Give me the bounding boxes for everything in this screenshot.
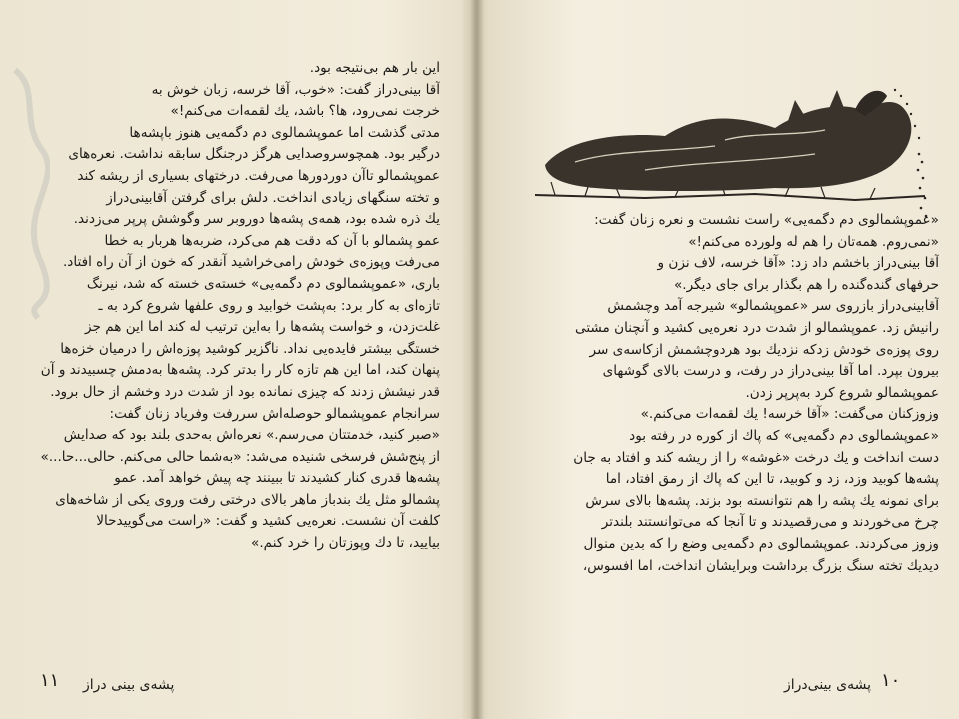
right-page — [481, 0, 959, 719]
text-line: مدتی گذشت اما عموپشمالوی دم دگمه‌یی هنوز باپشه‌ها — [129, 124, 440, 141]
text-line: رانیش زد. عموپشمالو از شدت درد نعره‌یی کشید و آنچنان مشتی — [575, 319, 939, 336]
page-number: ۱۱ — [40, 670, 60, 691]
text-line: «عموپشمالوی دم دگمه‌یی» راست نشست و نعره زنان گفت: — [594, 212, 939, 228]
text-line: عموپشمالو شروع کرد به‌پرپر زدن. — [745, 384, 939, 401]
text-line: دست انداخت و یك درخت «غوشه» را از ریشه کند و افتاد به جان — [573, 449, 939, 466]
text-line: پشه‌ها کوبید وزد، زد و کوبید، تا این که پاك از رمق افتاد، اما — [605, 471, 939, 488]
text-line: وزوزکنان می‌گفت: «آقا خرسه! یك لقمه‌ات می‌کنم.» — [640, 406, 939, 423]
text-line: وزوز می‌کردند. عموپشمالوی دم دگمه‌یی وضع را که بدین منوال — [583, 535, 939, 552]
text-line: حرفهای گنده‌گنده را هم بگذار برای جای دیگر.» — [673, 276, 939, 293]
text-line: باری، «عموپشمالوی دم دگمه‌یی» خسته‌ی خسته که شد، نیرنگ — [86, 275, 440, 292]
page-number: ۱۰ — [881, 670, 901, 691]
running-footer-title: پشه‌ی بینی دراز — [83, 677, 175, 693]
sleeping-bear-illustration — [525, 70, 935, 210]
text-line: بیرون بپرد. اما آقا بینی‌دراز در رفت، و درست بالای گوشهای — [602, 363, 939, 380]
text-line: غلت‌زدن، و خواست پشه‌ها را به‌این ترتیب له کند اما این هم جز — [84, 319, 440, 336]
text-line: سرانجام عموپشمالو حوصله‌اش سررفت وفریاد زنان گفت: — [109, 405, 440, 422]
running-footer-title: پشه‌ی بینی‌دراز — [784, 677, 871, 693]
text-line: روی پوزه‌ی خودش زدکه نزدیك بود هردوچشمش ازکاسه‌ی سر — [589, 341, 939, 358]
text-line: از پنج‌شش فرسخی شنیده می‌شد: «به‌شما حالی می‌کنم. حالی...حا...» — [40, 448, 440, 465]
text-line: آقا بینی‌دراز باخشم داد زد: «آقا خرسه، لاف نزن و — [657, 255, 939, 272]
text-line: پشمالو مثل یك بندباز ماهر بالای درختی رفت وروی یکی از شاخه‌های — [55, 491, 440, 508]
text-line: آقابینی‌دراز بازروی سر «عموپشمالو» شیرجه آمد وچشمش — [607, 298, 939, 315]
text-line: یك ذره شده بود، همه‌ی پشه‌ها دوروبر سر وگوشش پرپر می‌زدند. — [73, 211, 440, 228]
text-line: تازه‌ای به کار برد: به‌پشت خوابید و روی علفها شروع کرد به ـ — [98, 297, 440, 314]
right-body-text — [529, 210, 939, 577]
text-line: دیدیك تخته سنگ بزرگ برداشت وبرایشان انداخت، اما افسوس، — [582, 557, 939, 574]
text-line: کلفت آن نشست. نعره‌یی کشید و گفت: «راست می‌گوییدحالا — [96, 513, 440, 530]
text-line: قدر نیشش زدند که چیزی نمانده بود از شدت درد وخشم از حال برود. — [50, 383, 440, 400]
left-body-text — [38, 58, 440, 555]
text-line: خرجت نمی‌رود، ها؟ باشد، یك لقمه‌ات می‌کنم!» — [170, 103, 440, 120]
text-line: خستگی بیشتر فایده‌یی نداد. ناگزیر کوشید پوزه‌اش را درمیان خزه‌ها — [60, 340, 440, 357]
text-line: بیایید، تا دك وپوزتان را خرد کنم.» — [251, 535, 440, 552]
text-line: و تخته سنگهای زیادی انداخت. دلش برای گرفتن آقابینی‌دراز — [106, 189, 440, 206]
text-line: برای نمونه یك پشه را هم نتوانسته بود بزند. پشه‌ها بالای سرش — [585, 492, 939, 509]
left-page — [0, 0, 478, 719]
text-line: آقا بینی‌دراز گفت: «خوب، آقا خرسه، زبان خوش به — [151, 81, 440, 98]
text-line: این بار هم بی‌نتیجه بود. — [309, 60, 440, 76]
text-line: چرخ می‌خوردند و می‌رقصیدند و تا آنجا که می‌توانستند بلندتر — [601, 514, 939, 531]
text-line: درگیر بود. همچوسروصدایی هرگز درجنگل سابقه نداشت. نعره‌های — [68, 146, 440, 163]
text-line: پشه‌ها قدری کنار کشیدند تا ببینند چه پیش خواهد آمد. عمو — [114, 470, 440, 487]
text-line: «صبر کنید، خدمتتان می‌رسم.» نعره‌اش به‌حدی بلند بود که صدایش — [63, 427, 440, 444]
text-line: عموپشمالو تاآن دوردورها می‌رفت. درختهای بسیاری از ریشه کند — [77, 167, 440, 184]
text-line: عمو پشمالو با آن که دقت هم می‌کرد، ضربه‌ها هربار به خطا — [104, 232, 440, 249]
text-line: «نمی‌روم. همه‌تان را هم له ولورده می‌کنم!» — [688, 233, 939, 250]
text-line: پنهان کند، اما این هم تازه کار را بدتر کرد. پشه‌ها به‌دمش چسبیدند و آن — [40, 362, 440, 379]
text-line: می‌رفت وپوزه‌ی خودش رامی‌خراشید آنقدر که خون از آن راه افتاد. — [62, 254, 440, 271]
text-line: «عموپشمالوی دم دگمه‌یی» که پاك از کوره در رفته بود — [629, 427, 939, 444]
